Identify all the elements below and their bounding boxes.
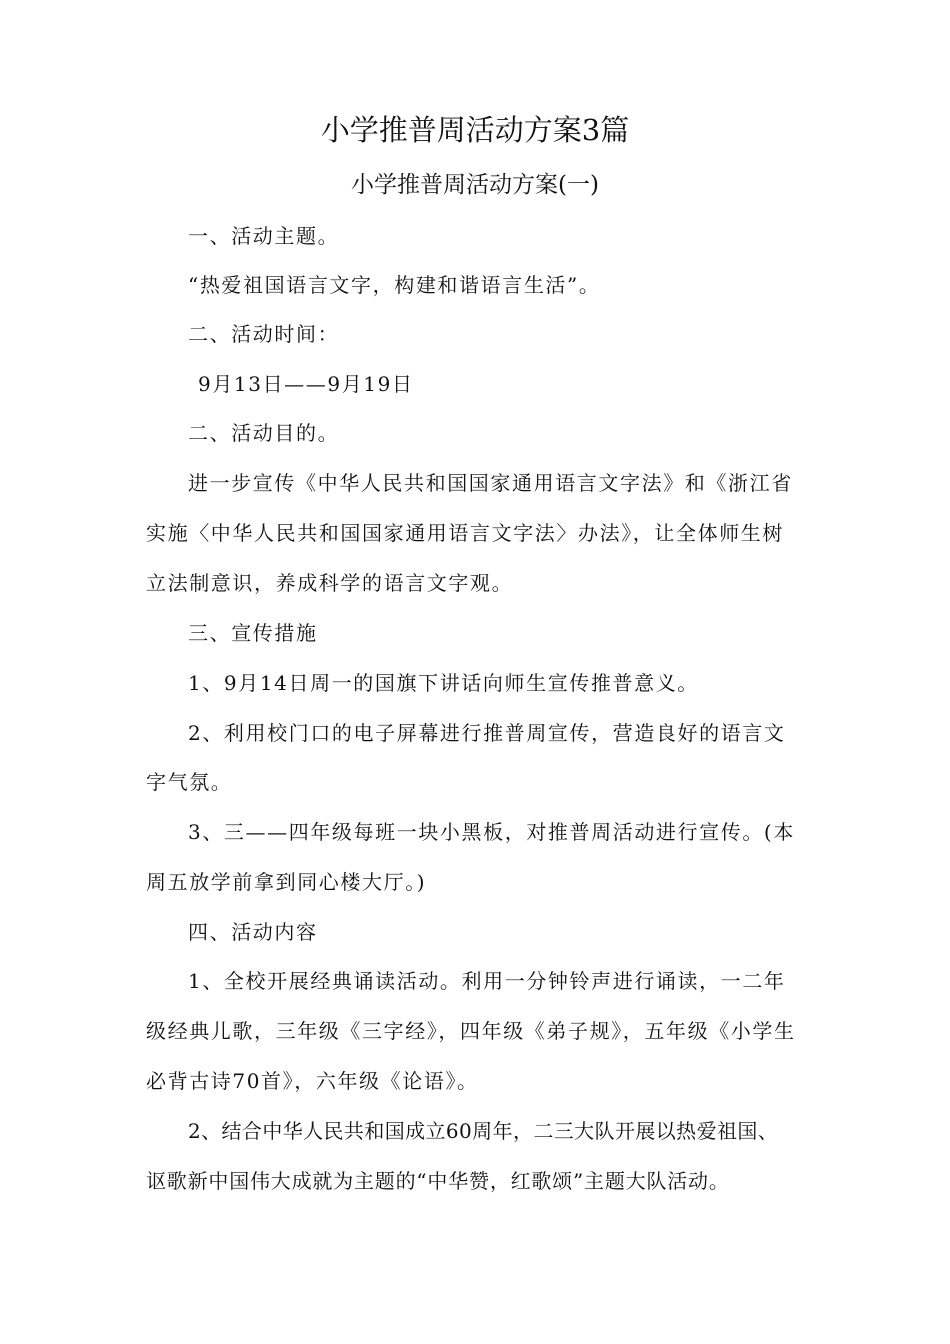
purpose-heading: 二、活动目的。: [188, 421, 340, 445]
content-item: 讴歌新中国伟大成就为主题的“中华赞，红歌颂”主题大队活动。: [146, 1169, 730, 1193]
document-subtitle: 小学推普周活动方案(一): [351, 172, 599, 198]
measures-heading: 三、宣传措施: [188, 621, 318, 645]
time-heading: 二、活动时间：: [188, 322, 340, 346]
content-item: 2、结合中华人民共和国成立60周年，二三大队开展以热爱祖国、: [188, 1119, 779, 1143]
measure-item: 1、9月14日周一的国旗下讲话向师生宣传推普意义。: [188, 671, 699, 695]
time-text: 9月13日——9月19日: [198, 372, 414, 396]
purpose-line: 实施〈中华人民共和国国家通用语言文字法〉办法》，让全体师生树: [146, 521, 784, 545]
document-title: 小学推普周活动方案3篇: [320, 113, 630, 147]
purpose-line: 立法制意识，养成科学的语言文字观。: [146, 571, 514, 595]
measure-item: 2、利用校门口的电子屏幕进行推普周宣传，营造良好的语言文: [188, 721, 786, 745]
theme-heading: 一、活动主题。: [188, 224, 340, 248]
content-item: 1、全校开展经典诵读活动。利用一分钟铃声进行诵读，一二年: [188, 969, 786, 993]
theme-text: “热爱祖国语言文字，构建和谐语言生活”。: [188, 273, 601, 297]
measure-item: 字气氛。: [146, 770, 233, 794]
content-heading: 四、活动内容: [188, 920, 318, 944]
content-item: 级经典儿歌，三年级《三字经》，四年级《弟子规》，五年级《小学生: [146, 1019, 796, 1043]
measure-item: 周五放学前拿到同心楼大厅。): [146, 870, 427, 894]
measure-item: 3、三——四年级每班一块小黑板，对推普周活动进行宣传。(本: [188, 820, 795, 844]
content-item: 必背古诗70首》，六年级《论语》。: [146, 1069, 479, 1093]
purpose-line: 进一步宣传《中华人民共和国国家通用语言文字法》和《浙江省: [188, 471, 793, 495]
